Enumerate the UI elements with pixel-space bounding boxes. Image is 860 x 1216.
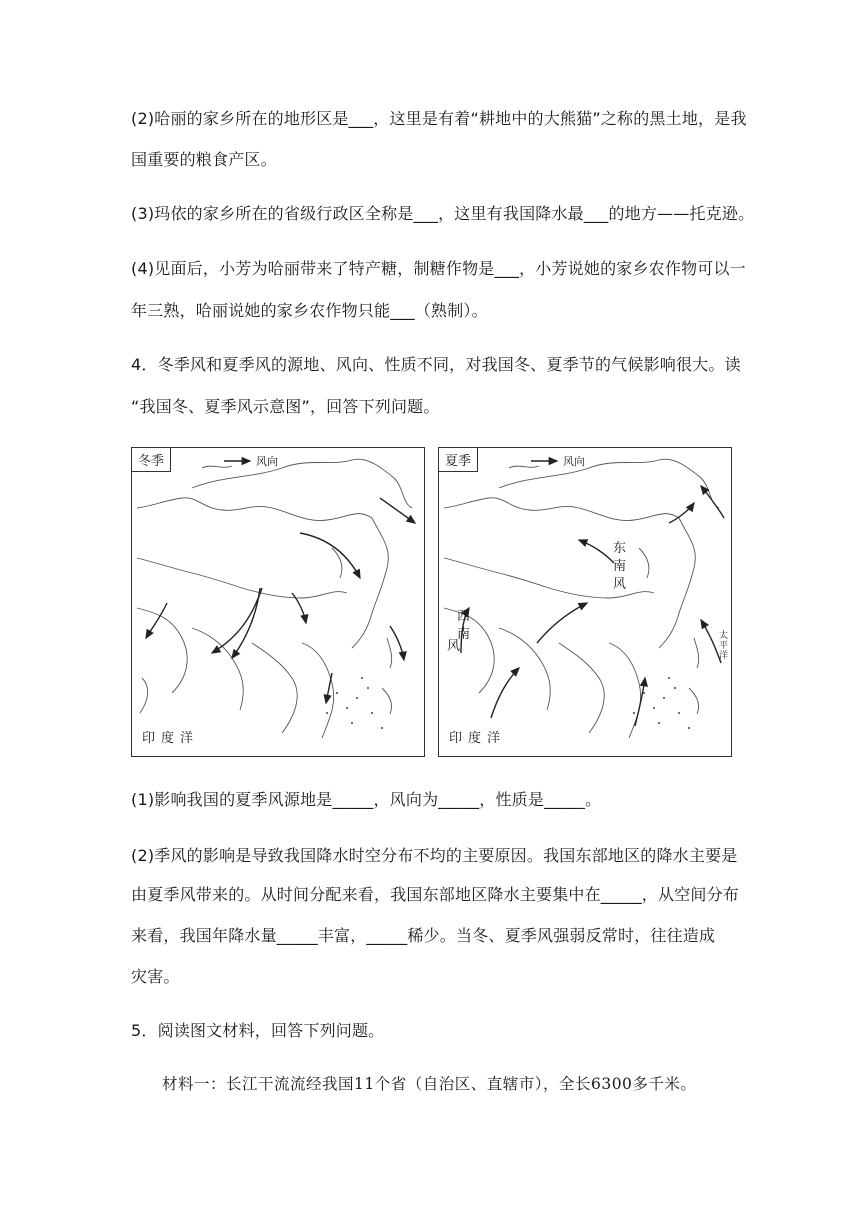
q3-part3-line1: (3)玛依的家乡所在的省级行政区全称是___，这里有我国降水最___的地方——托克逊。	[131, 204, 755, 223]
summer-season-label: 夏季	[439, 448, 478, 472]
southeast-monsoon-label: 东 南 风	[613, 541, 627, 592]
southwest-monsoon-label-part2: 风	[447, 639, 461, 654]
q4-sub2-line4: 灾害。	[131, 967, 180, 986]
q4-stem-line1: 4．冬季风和夏季风的源地、风向、性质不同，对我国冬、夏季节的气候影响很大。读	[131, 355, 741, 374]
q5-material1: 材料一：长江干流流经我国11个省（自治区、直辖市），全长6300多千米。	[162, 1075, 697, 1093]
winter-map-drawing	[132, 448, 424, 756]
southwest-monsoon-label-part1: 西 南	[457, 609, 471, 642]
q3-part2-line1: (2)哈丽的家乡所在的地形区是___，这里是有着“耕地中的大熊猫”之称的黑土地，是我	[131, 109, 747, 128]
monsoon-maps-figure	[131, 447, 731, 757]
q3-part4-line2: 年三熟，哈丽说她的家乡农作物只能___（熟制）。	[131, 301, 488, 320]
summer-ocean-label: 印度洋	[449, 731, 507, 746]
summer-monsoon-map	[438, 447, 732, 757]
winter-season-label: 冬季	[132, 448, 171, 472]
q4-sub2-line2: 由夏季风带来的。从时间分配来看，我国东部地区降水主要集中在_____，从空间分布	[131, 885, 740, 904]
q5-stem: 5．阅读图文材料，回答下列问题。	[131, 1021, 385, 1040]
q4-sub2-line3: 来看，我国年降水量_____丰富，_____稀少。当冬、夏季风强弱反常时，往往造成	[131, 926, 716, 945]
winter-ocean-label: 印度洋	[142, 731, 200, 746]
q4-sub1: (1)影响我国的夏季风源地是_____，风向为_____，性质是_____。	[131, 790, 602, 809]
pacific-ocean-label: 太 平 洋	[719, 631, 729, 661]
winter-legend-label: 风向	[256, 455, 278, 468]
q4-sub2-line1: (2)季风的影响是导致我国降水时空分布不均的主要原因。我国东部地区的降水主要是	[131, 846, 738, 865]
q3-part2-line2: 国重要的粮食产区。	[131, 150, 277, 169]
summer-legend-label: 风向	[563, 455, 585, 468]
q4-stem-line2: “我国冬、夏季风示意图”，回答下列问题。	[131, 397, 440, 416]
winter-monsoon-map	[131, 447, 425, 757]
summer-map-drawing	[439, 448, 731, 756]
q3-part4-line1: (4)见面后，小芳为哈丽带来了特产糖，制糖作物是___，小芳说她的家乡农作物可以一	[131, 259, 746, 278]
